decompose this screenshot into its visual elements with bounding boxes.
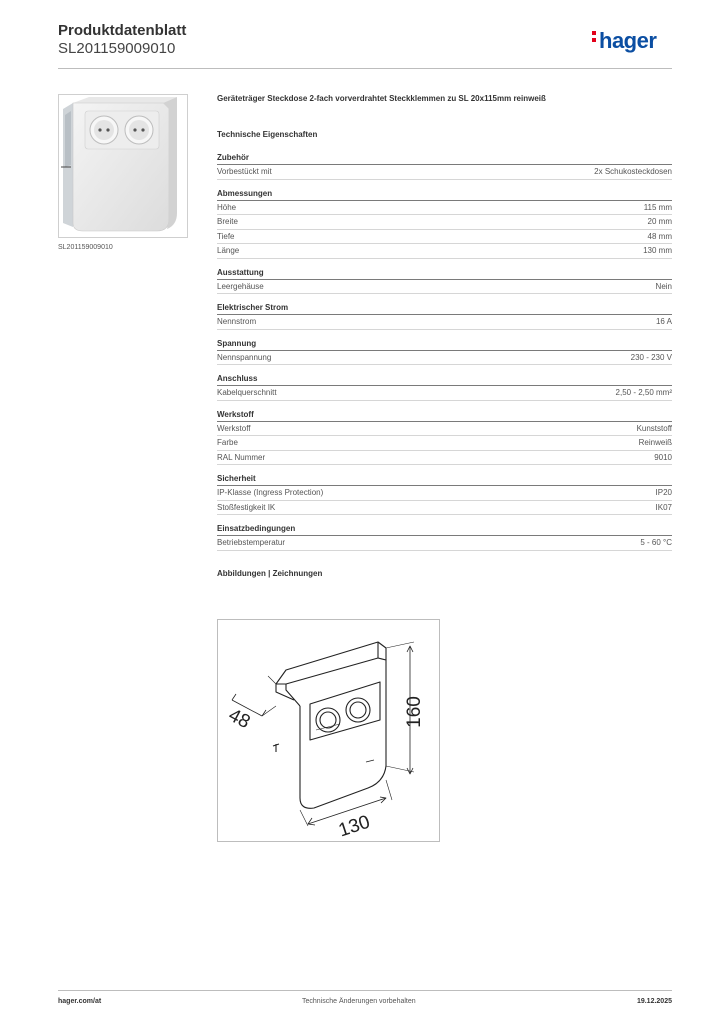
technical-heading: Technische Eigenschaften	[217, 130, 318, 139]
spec-row	[217, 244, 672, 259]
spec-label: Leergehäuse	[217, 281, 264, 291]
spec-value: Nein	[655, 281, 672, 291]
spec-section	[217, 153, 672, 180]
spec-value: 9010	[654, 452, 672, 462]
spec-label: Tiefe	[217, 231, 235, 241]
spec-row	[217, 315, 672, 330]
product-photo	[58, 94, 188, 238]
product-photo-icon	[59, 95, 187, 237]
page-title: Produktdatenblatt	[58, 22, 187, 39]
section-title: Elektrischer Strom	[217, 303, 672, 315]
spec-label: Höhe	[217, 202, 237, 212]
section-title: Sicherheit	[217, 474, 672, 486]
spec-value: 48 mm	[647, 231, 672, 241]
section-title: Zubehör	[217, 153, 672, 165]
spec-section	[217, 410, 672, 466]
spec-row	[217, 451, 672, 466]
spec-value: 115 mm	[643, 202, 672, 212]
spec-section	[217, 474, 672, 515]
spec-section	[217, 189, 672, 259]
spec-section	[217, 339, 672, 366]
spec-row	[217, 536, 672, 551]
section-title: Abmessungen	[217, 189, 672, 201]
spec-label: Farbe	[217, 438, 238, 447]
spec-section	[217, 374, 672, 401]
spec-label: Breite	[217, 217, 238, 226]
spec-value: IP20	[655, 488, 672, 497]
spec-value: Kunststoff	[636, 423, 672, 433]
dim-length-label: 130	[336, 811, 373, 841]
section-title: Spannung	[217, 339, 672, 351]
spec-value: 5 - 60 °C	[640, 538, 672, 547]
logo-text: hager	[599, 28, 657, 53]
spec-row	[217, 386, 672, 401]
hager-logo	[592, 28, 656, 54]
footer-date: 19.12.2025	[636, 998, 672, 1005]
footer-divider	[58, 990, 672, 991]
spec-value: 16 A	[655, 317, 672, 326]
spec-row	[217, 230, 672, 245]
spec-row	[217, 422, 672, 437]
spec-label: IP-Klasse (Ingress Protection)	[217, 488, 324, 497]
spec-label: Betriebstemperatur	[217, 538, 286, 547]
dim-height-label: 160	[404, 696, 425, 728]
drawings-heading: Abbildungen | Zeichnungen	[217, 568, 323, 578]
section-title: Einsatzbedingungen	[217, 524, 672, 536]
dim-depth-label: 48	[224, 704, 254, 734]
spec-label: Werkstoff	[217, 423, 251, 433]
footer-note: Technische Änderungen vorbehalten	[302, 998, 416, 1005]
spec-row	[217, 201, 672, 216]
dimension-drawing-icon	[218, 620, 439, 841]
photo-caption: SL201159009010	[58, 244, 113, 251]
product-title: Geräteträger Steckdose 2-fach vorverdrahtet Steckklemmen zu SL 20x115mm reinweiß	[217, 94, 546, 103]
spec-row	[217, 501, 672, 516]
spec-row	[217, 165, 672, 180]
section-title: Anschluss	[217, 374, 672, 386]
spec-label: Nennspannung	[217, 352, 272, 362]
spec-content	[217, 94, 672, 578]
spec-value: IK07	[655, 502, 672, 512]
technical-drawing	[217, 619, 440, 842]
article-number: SL201159009010	[58, 40, 176, 57]
spec-value: 230 - 230 V	[630, 352, 672, 362]
spec-row	[217, 486, 672, 501]
spec-section	[217, 303, 672, 330]
spec-value: 130 mm	[643, 246, 672, 255]
footer-website: hager.com/at	[58, 998, 102, 1005]
header-divider	[58, 68, 672, 69]
spec-row	[217, 351, 672, 366]
spec-value: 2x Schukosteckdosen	[594, 167, 672, 176]
spec-label: Nennstrom	[217, 317, 257, 326]
section-title: Werkstoff	[217, 410, 672, 422]
spec-row	[217, 215, 672, 230]
spec-value: Reinweiß	[638, 438, 672, 447]
section-title: Ausstattung	[217, 268, 672, 280]
spec-section	[217, 524, 672, 551]
logo-dots-icon	[592, 31, 597, 45]
spec-sections	[217, 153, 672, 551]
spec-label: Kabelquerschnitt	[217, 388, 277, 397]
spec-value: 20 mm	[647, 217, 672, 226]
spec-label: Stoßfestigkeit IK	[217, 502, 276, 512]
spec-row	[217, 280, 672, 295]
spec-row	[217, 436, 672, 451]
spec-value: 2,50 - 2,50 mm²	[615, 388, 672, 397]
spec-label: Länge	[217, 246, 240, 255]
spec-label: Vorbestückt mit	[217, 167, 272, 176]
spec-label: RAL Nummer	[217, 452, 266, 462]
spec-section	[217, 268, 672, 295]
